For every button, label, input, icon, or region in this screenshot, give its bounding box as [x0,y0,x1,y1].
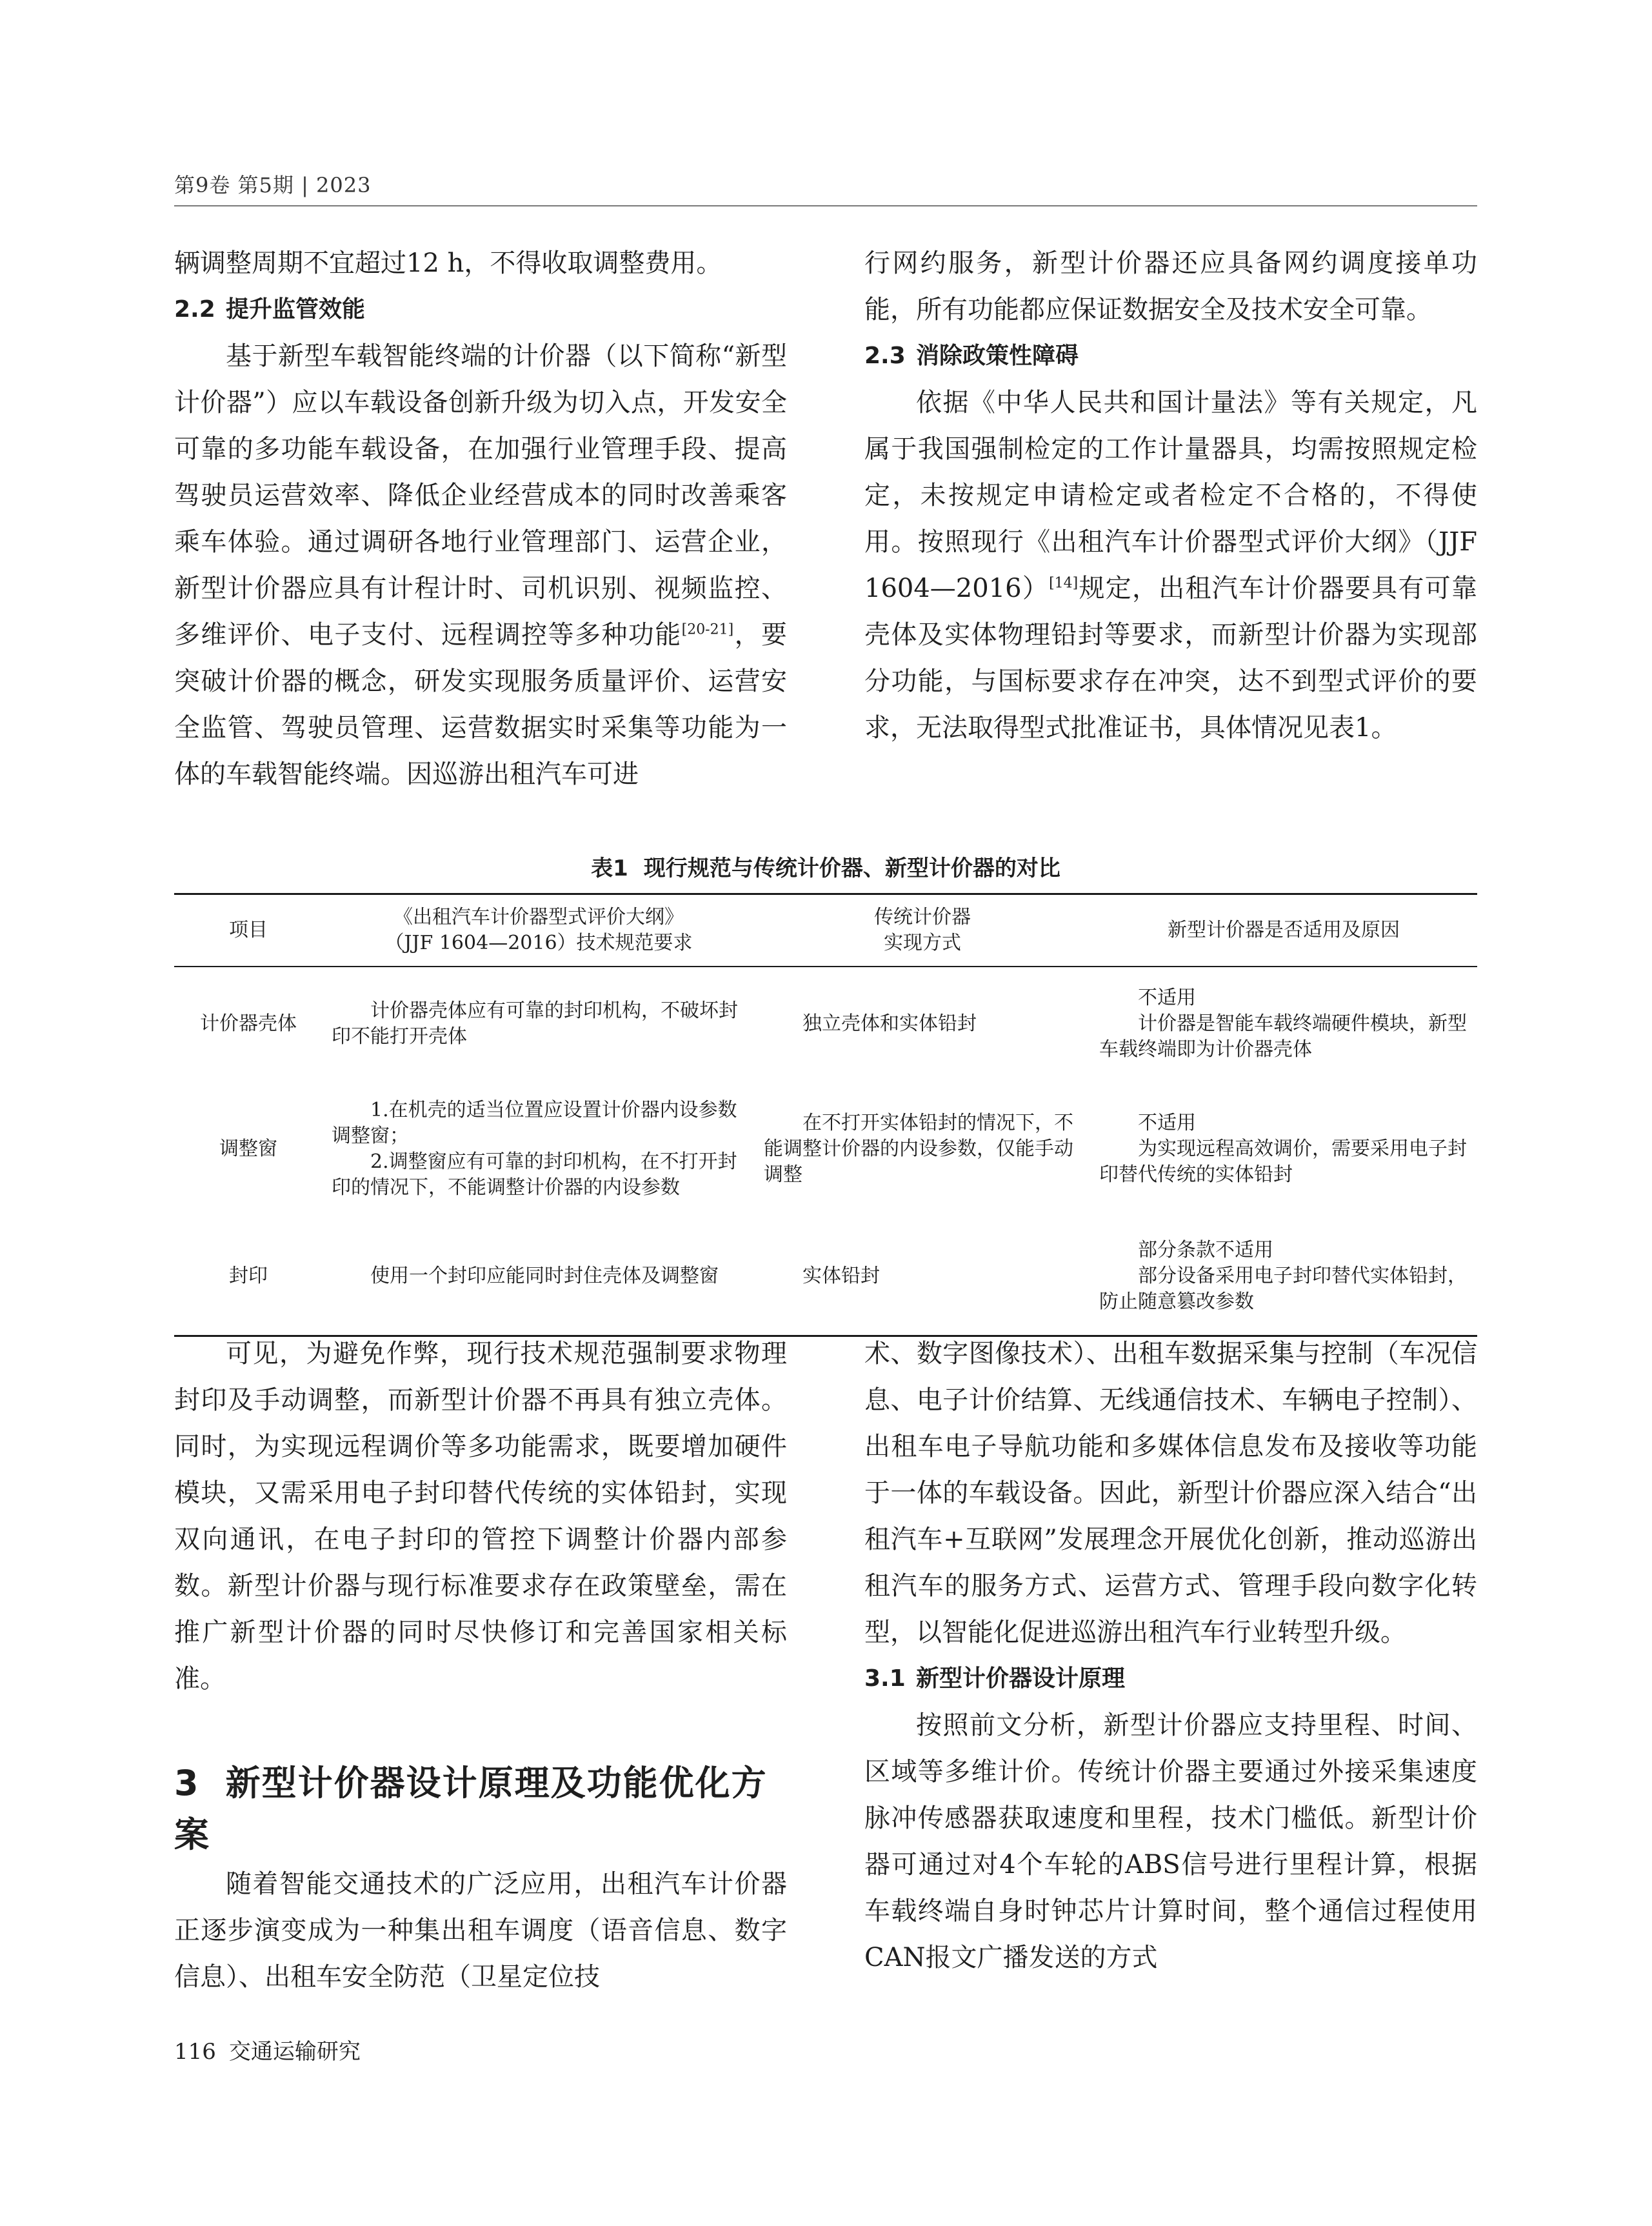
running-header: 第9卷 第5期 | 2023 [174,173,372,197]
comparison-table [174,893,1477,1337]
table-cell-traditional: 实体铅封 [755,1218,1090,1336]
table-cell-item: 调整窗 [219,1138,277,1160]
journal-name: 交通运输研究 [228,2039,361,2065]
left-column-bottom [174,1330,787,2000]
section-title: 新型计价器设计原理 [916,1665,1126,1692]
right-column-bottom [864,1330,1477,1981]
table-caption [174,850,1477,882]
section-number: 3 [174,1763,200,1803]
table-cell-spec: 使用一个封印应能同时封住壳体及调整窗 [323,1218,755,1336]
table-cell-new: 部分条款不适用 部分设备采用电子封印替代实体铅封，防止随意篡改参数 [1090,1218,1477,1336]
section-number: 2.2 [174,296,215,323]
left-column-top [174,240,787,797]
table-cell-spec: 计价器壳体应有可靠的封印机构，不破坏封印不能打开壳体 [332,999,738,1048]
table-cell-new: 不适用 为实现远程高效调价，需要采用电子封印替代传统的实体铅封 [1099,1112,1467,1186]
table-row [174,1081,1477,1218]
section-title: 新型计价器设计原理及功能优化方案 [174,1763,768,1855]
table-header-cell: 传统计价器 实现方式 [755,894,1090,967]
table-cell-new: 不适用 计价器是智能车载终端硬件模块，新型车载终端即为计价器壳体 [1099,987,1467,1061]
section-spacer [174,1702,787,1758]
paragraph [174,333,787,797]
paragraph: 随着智能交通技术的广泛应用，出租汽车计价器正逐步演变成为一种集出租车调度（语音信息、数字信息）、出租车安全防范（卫星定位技 [174,1869,787,1992]
section-heading-2-2 [174,286,787,333]
section-heading-2-3 [864,333,1477,379]
paragraph-text: 基于新型车载智能终端的计价器（以下简称“新型计价器”）应以车载设备创新升级为切入点，开发安全可靠的多功能车载设备，在加强行业管理手段、提高驾驶员运营效率、降低企业经营成本的同时改善乘客乘车体验。通过调研各地行业管理部门、运营企业，新型计价器应具有计程计时、司机识别、视频监控、多维评价、电子支付、远程调控等多种功能 [174,341,787,650]
right-column-top [864,240,1477,751]
table-header-cell: 《出租汽车计价器型式评价大纲》 （JJF 1604—2016）技术规范要求 [323,894,755,967]
citation: [14] [1049,575,1079,592]
section-title: 消除政策性障碍 [916,343,1079,369]
section-title: 提升监管效能 [226,296,366,323]
paragraph-text: 依据《中华人民共和国计量法》等有关规定，凡属于我国强制检定的工作计量器具，均需按照规定检定，未按规定申请检定或者检定不合格的，不得使用。按照现行《出租汽车计价器型式评价大纲》（JJF 1604—2016） [864,388,1477,603]
paragraph [864,379,1477,751]
paragraph: 可见，为避免作弊，现行技术规范强制要求物理封印及手动调整，而新型计价器不再具有独立壳体。同时，为实现远程调价等多功能需求，既要增加硬件模块，又需采用电子封印替代传统的实体铅封，实现双向通讯，在电子封印的管控下调整计价器内部参数。新型计价器与现行标准要求存在政策壁垒，需在推广新型计价器的同时尽快修订和完善国家相关标准。 [174,1339,787,1694]
section-heading-3-1 [864,1656,1477,1702]
table-title: 现行规范与传统计价器、新型计价器的对比 [643,856,1060,881]
table-header-cell: 项目 [174,894,323,967]
citation: [20-21] [681,621,734,638]
paragraph: 辆调整周期不宜超过12 h，不得收取调整费用。 [174,248,722,278]
table-cell-traditional: 在不打开实体铅封的情况下，不能调整计价器的内设参数，仅能手动调整 [764,1112,1073,1186]
table-number: 表1 [591,856,628,881]
table-header-row [174,894,1477,967]
table-row [174,1218,1477,1336]
page-footer [174,2034,361,2065]
table-row [174,967,1477,1081]
paragraph-text: ，要突破计价器的概念，研发实现服务质量评价、运营安全监管、驾驶员管理、运营数据实时采集等功能为一体的车载智能终端。因巡游出租汽车可进 [174,620,788,789]
header-rule [174,205,1477,206]
paragraph: 术、数字图像技术）、出租车数据采集与控制（车况信息、电子计价结算、无线通信技术、车辆电子控制）、出租车电子导航功能和多媒体信息发布及接收等功能于一体的车载设备。因此，新型计价器应深入结合“出租汽车+互联网”发展理念开展优化创新，推动巡游出租汽车的服务方式、运营方式、管理手段向数字化转型，以智能化促进巡游出租汽车行业转型升级。 [864,1339,1477,1647]
table-cell-spec: 1.在机壳的适当位置应设置计价器内设参数调整窗； 2.调整窗应有可靠的封印机构，在不打开封印的情况下，不能调整计价器的内设参数 [332,1099,737,1199]
table-cell-item: 计价器壳体 [200,1012,297,1035]
section-heading-3 [174,1758,787,1861]
paragraph: 行网约服务，新型计价器还应具备网约调度接单功能，所有功能都应保证数据安全及技术安全可靠。 [864,248,1477,325]
paragraph: 按照前文分析，新型计价器应支持里程、时间、区域等多维计价。传统计价器主要通过外接采集速度脉冲传感器获取速度和里程，技术门槛低。新型计价器可通过对4个车轮的ABS信号进行里程计算，根据车载终端自身时钟芯片计算时间，整个通信过程使用CAN报文广播发送的方式 [864,1710,1477,1972]
table-cell-item: 封印 [174,1218,323,1336]
table-cell-traditional: 独立壳体和实体铅封 [802,1012,977,1035]
page-number: 116 [174,2039,216,2065]
section-number: 3.1 [864,1665,906,1692]
paragraph-text: 规定，出租汽车计价器要具有可靠壳体及实体物理铅封等要求，而新型计价器为实现部分功能，与国标要求存在冲突，达不到型式评价的要求，无法取得型式批准证书，具体情况见表1。 [864,574,1478,743]
section-number: 2.3 [864,343,906,369]
table-header-cell: 新型计价器是否适用及原因 [1090,894,1477,967]
